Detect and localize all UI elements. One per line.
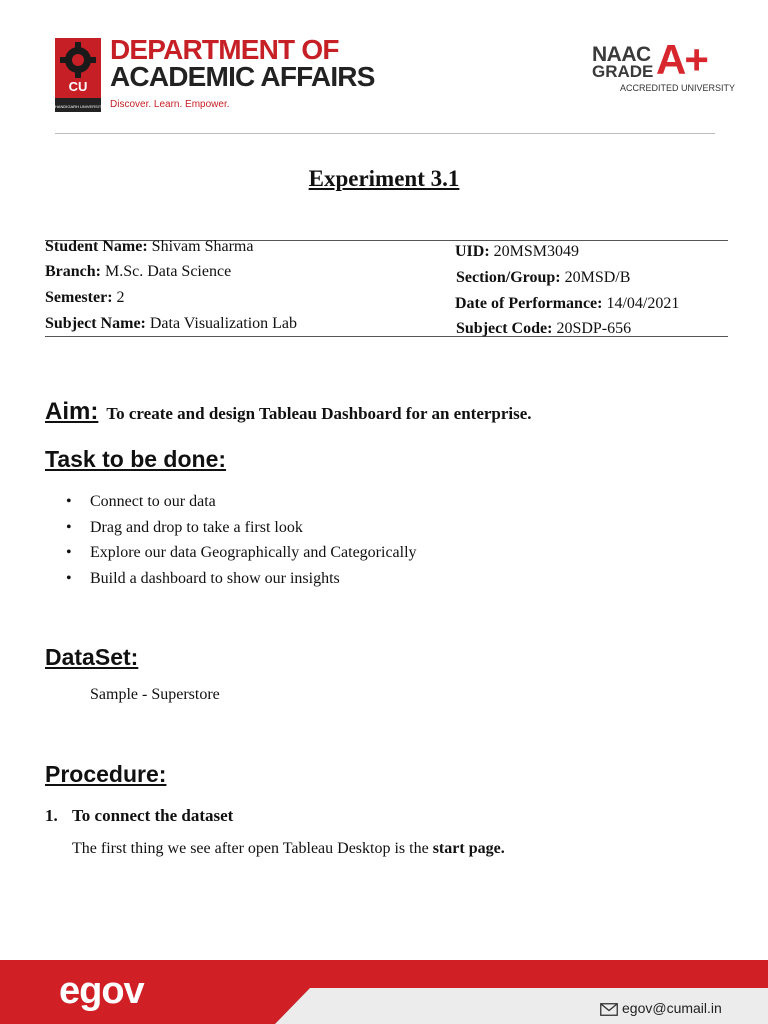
mail-icon [600,1003,618,1019]
semester-field [45,289,125,307]
student-name-label: Student Name: [45,238,148,255]
uid-label: UID: [455,243,490,260]
uid-value: 20MSM3049 [493,243,580,260]
footer-email [600,1000,722,1019]
branch-label: Branch: [45,263,101,280]
cu-seal-icon [51,38,105,112]
branch-value: M.Sc. Data Science [105,263,232,280]
uid-field [455,243,579,261]
semester-value: 2 [116,289,125,306]
tasks-heading: Task to be done: [45,446,227,472]
step-text-bold: start page. [432,840,505,857]
subject-name-field [45,315,297,333]
date-label: Date of Performance: [455,295,603,312]
department-title [110,36,375,90]
student-name-field [45,238,253,256]
section-value: 20MSD/B [564,269,631,286]
tagline: Discover. Learn. Empower. [110,99,230,110]
semester-label: Semester: [45,289,113,306]
procedure-step-1-title [45,806,233,826]
subject-name-value: Data Visualization Lab [149,315,298,332]
egov-logo-text: egov [59,970,144,1012]
header-divider [55,133,715,134]
aim-label: Aim: [45,398,99,425]
procedure-step-1-text [72,840,505,858]
naac-grade-label: GRADE [592,62,654,81]
step-title: To connect the dataset [72,806,234,825]
date-field [455,295,679,313]
step-text: The first thing we see after open Tableau Desktop is the [72,840,429,857]
student-name-value: Shivam Sharma [151,238,254,255]
subject-code-field [456,320,631,338]
dataset-heading: DataSet: [45,644,139,670]
naac-grade: A+ [656,36,707,83]
task-list [64,489,417,591]
step-number: 1. [45,806,58,825]
department-line-2: ACADEMIC AFFAIRS [110,61,375,92]
department-line-1: DEPARTMENT OF [110,34,339,65]
experiment-title: Experiment 3.1 [308,166,460,191]
egov-logo [55,965,175,1015]
subject-name-label: Subject Name: [45,315,146,332]
section-label: Section/Group: [456,269,561,286]
dataset-value: Sample - Superstore [90,686,220,703]
date-value: 14/04/2021 [606,295,680,312]
list-item: • Drag and drop to take a first look [64,515,417,541]
list-item: • Explore our data Geographically and Categorically [64,540,417,566]
naac-label: NAAC [592,43,651,66]
list-item: • Build a dashboard to show our insights [64,566,417,592]
logo-caption: CHANDIGARH UNIVERSITY [51,104,105,109]
logo-letters: CU [68,79,88,94]
naac-badge [590,36,736,100]
naac-accredited: ACCREDITED UNIVERSITY [620,83,736,93]
aim-text: To create and design Tableau Dashboard for an enterprise. [106,404,532,423]
email-address: egov@cumail.in [622,1000,722,1016]
procedure-heading: Procedure: [45,761,167,787]
list-item: • Connect to our data [64,489,417,515]
section-field [456,269,630,287]
aim-section [45,398,532,426]
subject-code-label: Subject Code: [456,320,553,337]
subject-code-value: 20SDP-656 [556,320,632,337]
branch-field [45,263,231,281]
cu-logo [51,38,105,112]
